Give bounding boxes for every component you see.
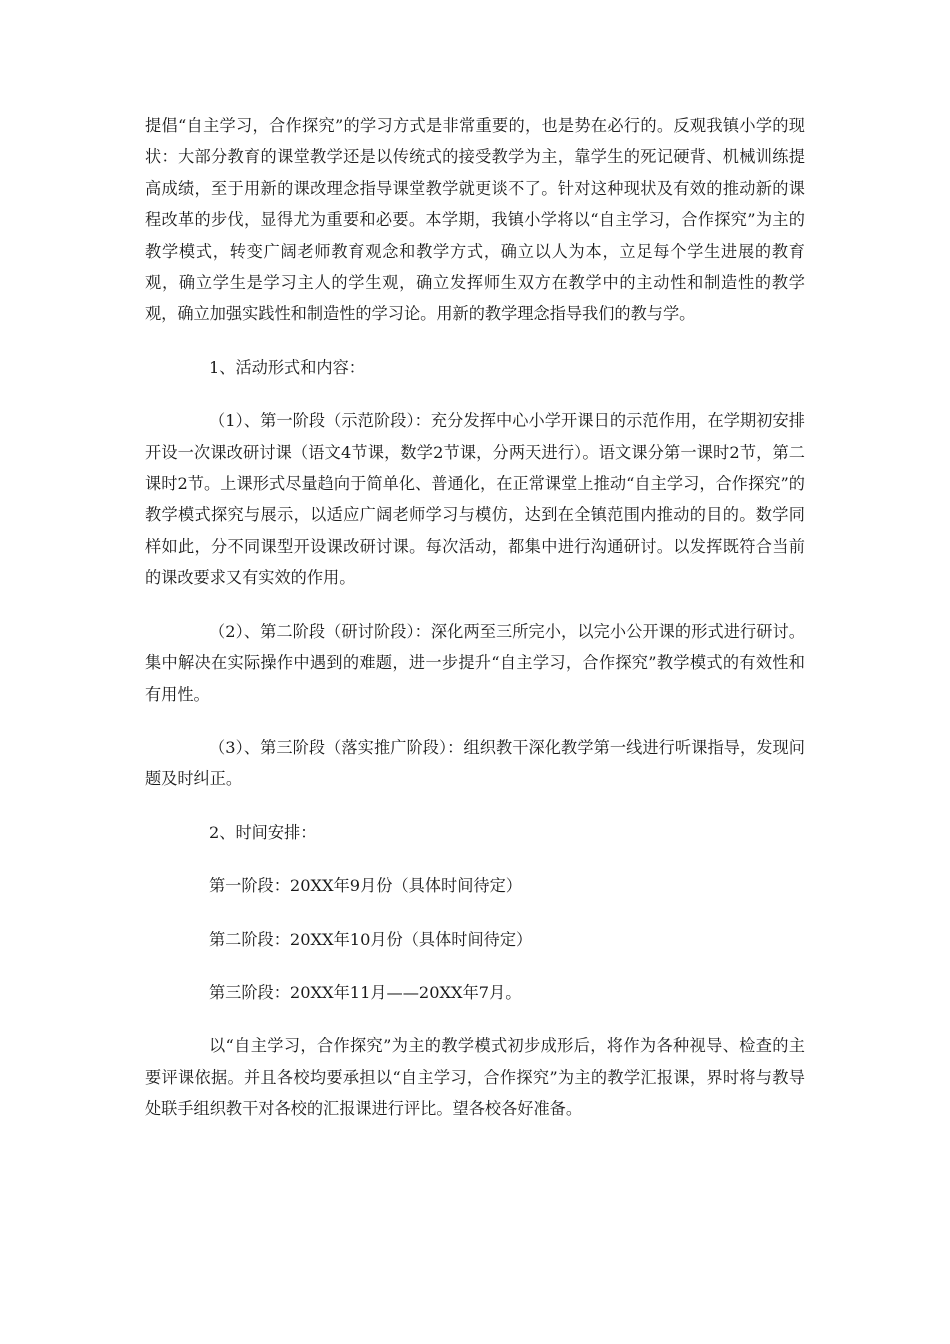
closing-paragraph: 以“自主学习，合作探究”为主的教学模式初步成形后，将作为各种视导、检查的主要评课依据。并且各校均要承担以“自主学习，合作探究”为主的教学汇报课，界时将与教导处联手组织教干对各校的汇报课进行评比。望各校各好准备。 xyxy=(145,1036,805,1119)
stage-three-paragraph: （3）、第三阶段（落实推广阶段）：组织教干深化教学第一线进行听课指导，发现问题及时纠正。 xyxy=(145,737,805,789)
section-heading-activity: 1、活动形式和内容： xyxy=(209,357,365,377)
schedule-item-stage-one: 第一阶段：20XX年9月份（具体时间待定） xyxy=(209,876,522,896)
intro-paragraph: 提倡“自主学习，合作探究”的学习方式是非常重要的，也是势在必行的。反观我镇小学的现状：大部分教育的课堂教学还是以传统式的接受教学为主，靠学生的死记硬背、机械训练提高成绩，至于用新的课改理念指导课堂教学就更谈不了。针对这种现状及有效的推动新的课程改革的步伐，显得尤为重要和必要。本学期，我镇小学将以“自主学习，合作探究”为主的教学模式，转变广阔老师教育观念和教学方式，确立以人为本，立足每个学生进展的教育观，确立学生是学习主人的学生观，确立发挥师生双方在教学中的主动性和制造性的教学观，确立加强实践性和制造性的学习论。用新的教学理念指导我们的教与学。 xyxy=(145,116,805,324)
section-heading-schedule: 2、时间安排： xyxy=(209,822,317,842)
stage-one-paragraph: （1）、第一阶段（示范阶段）：充分发挥中心小学开课日的示范作用，在学期初安排开设一次课改研讨课（语文4节课，数学2节课，分两天进行）。语文课分第一课时2节，第二课时2节。上课形式尽量趋向于简单化、普通化，在正常课堂上推动“自主学习，合作探究”的教学模式探究与展示，以适应广阔老师学习与模仿，达到在全镇范围内推动的目的。数学同样如此，分不同课型开设课改研讨课。每次活动，都集中进行沟通研讨。以发挥既符合当前的课改要求又有实效的作用。 xyxy=(145,411,805,588)
document-body xyxy=(145,110,805,1125)
stage-two-paragraph: （2）、第二阶段（研讨阶段）：深化两至三所完小，以完小公开课的形式进行研讨。集中解决在实际操作中遇到的难题，进一步提升“自主学习，合作探究”教学模式的有效性和有用性。 xyxy=(145,621,805,704)
schedule-item-stage-two: 第二阶段：20XX年10月份（具体时间待定） xyxy=(209,929,533,949)
schedule-item-stage-three: 第三阶段：20XX年11月——20XX年7月。 xyxy=(209,982,522,1002)
